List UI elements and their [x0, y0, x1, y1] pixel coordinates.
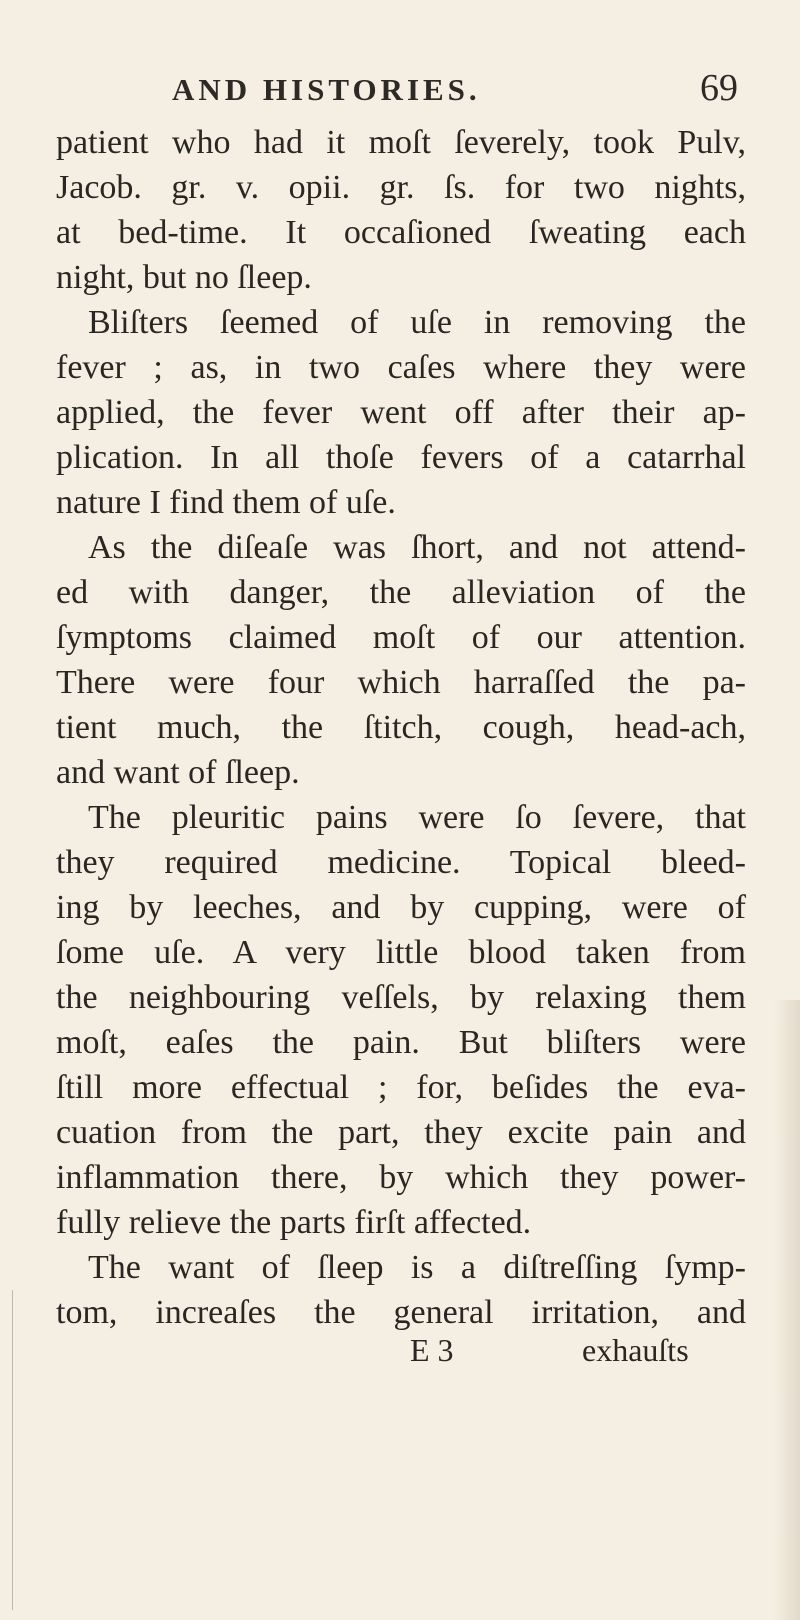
text-line: cuation from the part, they excite pain and — [56, 1114, 746, 1151]
text-line: and want of ſleep. — [56, 754, 300, 791]
text-line: plication. In all thoſe fevers of a catarrhal — [56, 439, 746, 476]
text-line: inflammation there, by which they power- — [56, 1159, 746, 1196]
page-edge-line — [12, 1290, 13, 1610]
text-line: nature I find them of uſe. — [56, 484, 396, 521]
text-line: the neighbouring veſſels, by relaxing them — [56, 979, 746, 1016]
text-line: ſymptoms claimed moſt of our attention. — [56, 619, 746, 656]
text-line: fever ; as, in two caſes where they were — [56, 349, 746, 386]
page-number: 69 — [700, 67, 738, 109]
text-line: ing by leeches, and by cupping, were of — [56, 889, 746, 926]
text-line: ſome uſe. A very little blood taken from — [56, 934, 746, 971]
text-line: As the diſeaſe was ſhort, and not attend- — [88, 529, 746, 566]
text-line: Jacob. gr. v. opii. gr. ſs. for two nights, — [56, 169, 746, 206]
text-line: fully relieve the parts firſt affected. — [56, 1204, 532, 1241]
text-line: they required medicine. Topical bleed- — [56, 844, 746, 881]
running-head: AND HISTORIES. — [172, 72, 481, 107]
text-line: moſt, eaſes the pain. But bliſters were — [56, 1024, 746, 1061]
text-line: patient who had it moſt ſeverely, took Pulv, — [56, 124, 746, 161]
text-line: tient much, the ſtitch, cough, head-ach, — [56, 709, 746, 746]
text-line: tom, increaſes the general irritation, and — [56, 1294, 746, 1331]
text-line: The want of ſleep is a diſtreſſing ſymp- — [88, 1249, 746, 1286]
text-line: night, but no ſleep. — [56, 259, 312, 296]
text-line: There were four which harraſſed the pa- — [56, 664, 746, 701]
text-line: ed with danger, the alleviation of the — [56, 574, 746, 611]
text-line: The pleuritic pains were ſo ſevere, that — [88, 799, 746, 836]
signature-mark: E 3 — [410, 1332, 454, 1368]
text-line: ſtill more effectual ; for, beſides the eva- — [56, 1069, 746, 1106]
text-line: applied, the fever went off after their ap- — [56, 394, 746, 431]
catchword: exhauſts — [582, 1332, 689, 1368]
text-line: Bliſters ſeemed of uſe in removing the — [88, 304, 746, 341]
text-line: at bed-time. It occaſioned ſweating each — [56, 214, 746, 251]
page-edge-shadow — [774, 1000, 800, 1620]
